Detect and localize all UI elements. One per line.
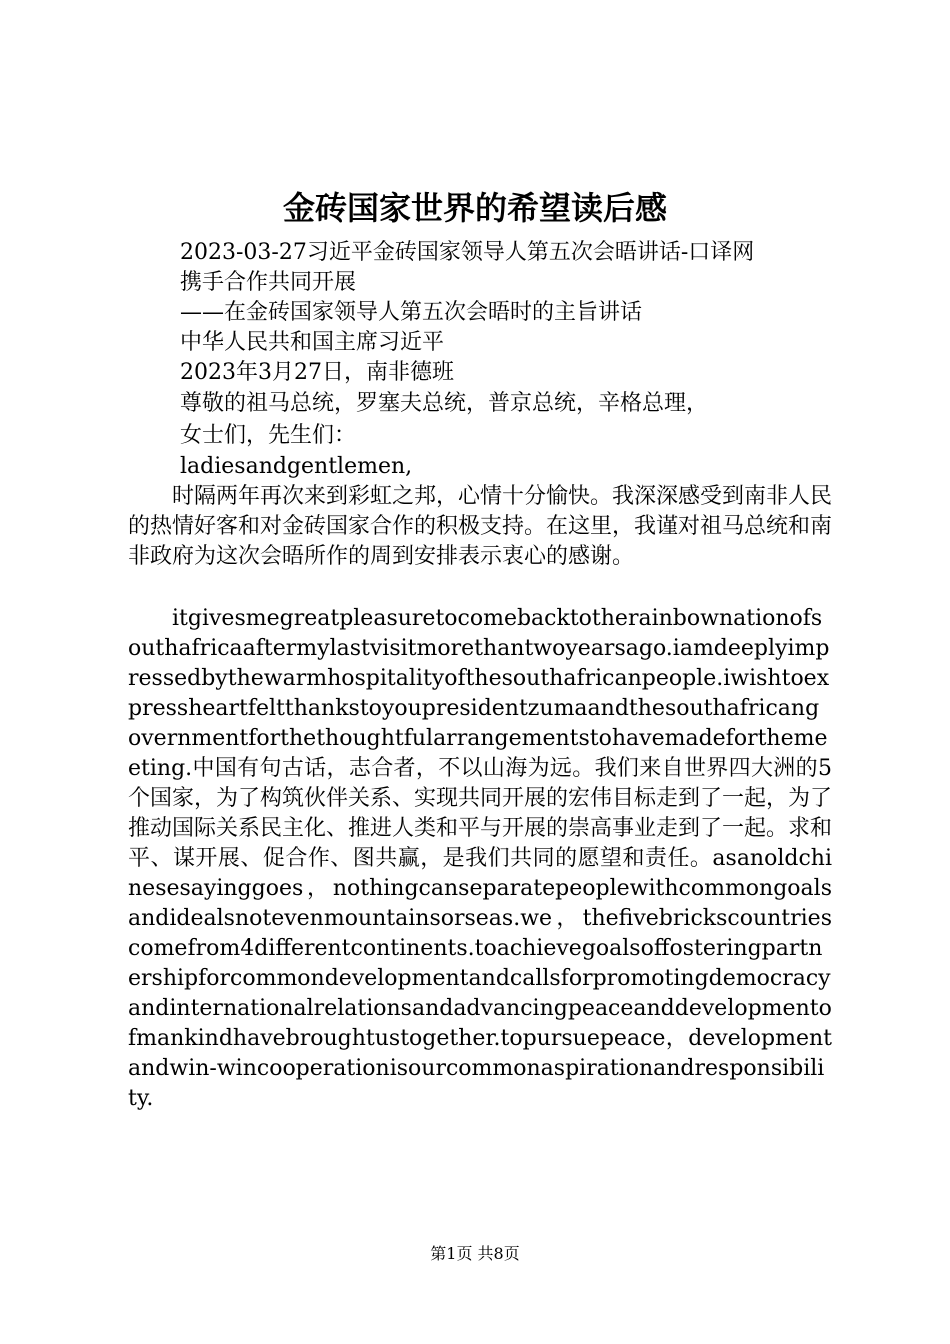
header-line-speech-title: 携手合作共同开展	[180, 270, 357, 295]
document-title: 金砖国家世界的希望读后感	[282, 189, 667, 227]
header-line-salutation: 尊敬的祖马总统，罗塞夫总统，普京总统，辛格总理，	[180, 391, 709, 416]
header-line-speaker: 中华人民共和国主席习近平	[180, 330, 445, 355]
page-number-footer: 第1页 共8页	[430, 1244, 520, 1263]
body-paragraph-1: 时隔两年再次来到彩虹之邦，心情十分愉快。我深深感受到南非人民的热情好客和对金砖国家合作的积极支持。在这里，我谨对祖马总统和南非政府为这次会晤所作的周到安排表示衷心的感谢。	[128, 484, 833, 569]
header-line-greeting-english: ladiesandgentlemen,	[180, 454, 413, 479]
header-line-subtitle: ——在金砖国家领导人第五次会晤时的主旨讲话	[180, 300, 643, 325]
body-paragraph-2: itgivesmegreatpleasuretocomebacktotherainbownationofsouthafricaaftermylastvisitmorethantwoyearsago.iamdeeplyimpressedbythewarmhospitalityofthesouthafricanpeople.iwishtoexpressheartfeltthankstoyoupresidentzumaandthesouthafricangovernmentforthethoughtfularrangementstohavemadeforthemeeting.中国有句古话，志合者，不以山海为远。我们来自世界四大洲的5个国家，为了构筑伙伴关系、实现共同开展的宏伟目标走到了一起，为了推动国际关系民主化、推进人类和平与开展的崇高事业走到了一起。求和平、谋开展、促合作、图共赢，是我们共同的愿望和责任。asanoldchinesesayinggoes，nothingcanseparatepeoplewithcommongoalsandidealsnotevenmountainsorseas.we，thefivebrickscountriescomefrom4differentcontinents.toachievegoalsoffosteringpartnershipforcommondevelopmentandcallsforpromotingdemocracyandinternationalrelationsandadvancingpeaceanddevelopmentofmankindhavebroughtustogether.topursuepeace，developmentandwin-wincooperationisourcommonaspirationandresponsibility.	[128, 606, 833, 1111]
header-line-greeting: 女士们，先生们：	[180, 423, 357, 448]
header-line-date-place: 2023年3月27日，南非德班	[180, 360, 454, 385]
header-line-date-source: 2023-03-27习近平金砖国家领导人第五次会晤讲话-口译网	[180, 240, 755, 265]
